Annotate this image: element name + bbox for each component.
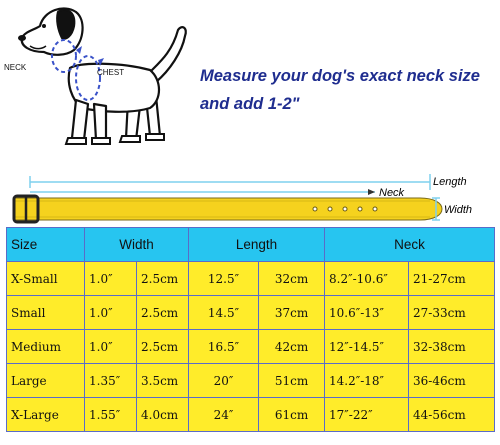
chest-label: CHEST — [97, 68, 125, 77]
table-header-row — [7, 228, 495, 262]
width-label: Width — [444, 204, 473, 216]
neck-cm-cell: 21-27cm — [409, 262, 495, 296]
width-cm-cell: 3.5cm — [137, 364, 189, 398]
width-cm-cell: 2.5cm — [137, 296, 189, 330]
table-row — [7, 364, 495, 398]
dog-illustration — [0, 0, 195, 160]
neck-cm-cell: 36-46cm — [409, 364, 495, 398]
size-cell: Large — [7, 364, 85, 398]
width-cm-cell: 4.0cm — [137, 398, 189, 432]
width-cm-cell: 2.5cm — [137, 262, 189, 296]
width-inch-cell: 1.55″ — [85, 398, 137, 432]
width-inch-cell: 1.0″ — [85, 296, 137, 330]
measure-instruction — [200, 62, 495, 118]
length-cm-cell: 42cm — [259, 330, 325, 364]
neck-inch-cell: 17″-22″ — [325, 398, 409, 432]
neck-marker-label: Neck — [379, 187, 405, 199]
neck-inch-cell: 10.6″-13″ — [325, 296, 409, 330]
header-width: Width — [85, 228, 189, 262]
table-row — [7, 296, 495, 330]
header-size: Size — [7, 228, 85, 262]
headline-line-1: Measure your dog's exact neck size — [200, 67, 480, 85]
header-neck: Neck — [325, 228, 495, 262]
neck-label: NECK — [4, 63, 27, 72]
width-cm-cell: 2.5cm — [137, 330, 189, 364]
length-inch-cell: 24″ — [189, 398, 259, 432]
neck-inch-cell: 8.2″-10.6″ — [325, 262, 409, 296]
length-label: Length — [433, 176, 467, 188]
neck-inch-cell: 14.2″-18″ — [325, 364, 409, 398]
size-cell: X-Small — [7, 262, 85, 296]
size-cell: Medium — [7, 330, 85, 364]
neck-cm-cell: 27-33cm — [409, 296, 495, 330]
neck-inch-cell: 12″-14.5″ — [325, 330, 409, 364]
length-cm-cell: 37cm — [259, 296, 325, 330]
table-row — [7, 262, 495, 296]
length-inch-cell: 20″ — [189, 364, 259, 398]
length-inch-cell: 16.5″ — [189, 330, 259, 364]
neck-cm-cell: 32-38cm — [409, 330, 495, 364]
width-inch-cell: 1.0″ — [85, 330, 137, 364]
size-cell: X-Large — [7, 398, 85, 432]
length-inch-cell: 14.5″ — [189, 296, 259, 330]
length-cm-cell: 61cm — [259, 398, 325, 432]
width-inch-cell: 1.35″ — [85, 364, 137, 398]
length-inch-cell: 12.5″ — [189, 262, 259, 296]
size-cell: Small — [7, 296, 85, 330]
length-cm-cell: 51cm — [259, 364, 325, 398]
neck-cm-cell: 44-56cm — [409, 398, 495, 432]
table-row — [7, 330, 495, 364]
header-length: Length — [189, 228, 325, 262]
collar-diagram — [0, 168, 500, 224]
table-row — [7, 398, 495, 432]
width-inch-cell: 1.0″ — [85, 262, 137, 296]
length-cm-cell: 32cm — [259, 262, 325, 296]
headline-line-2: and add 1-2" — [200, 95, 300, 113]
size-chart-table — [6, 227, 495, 432]
